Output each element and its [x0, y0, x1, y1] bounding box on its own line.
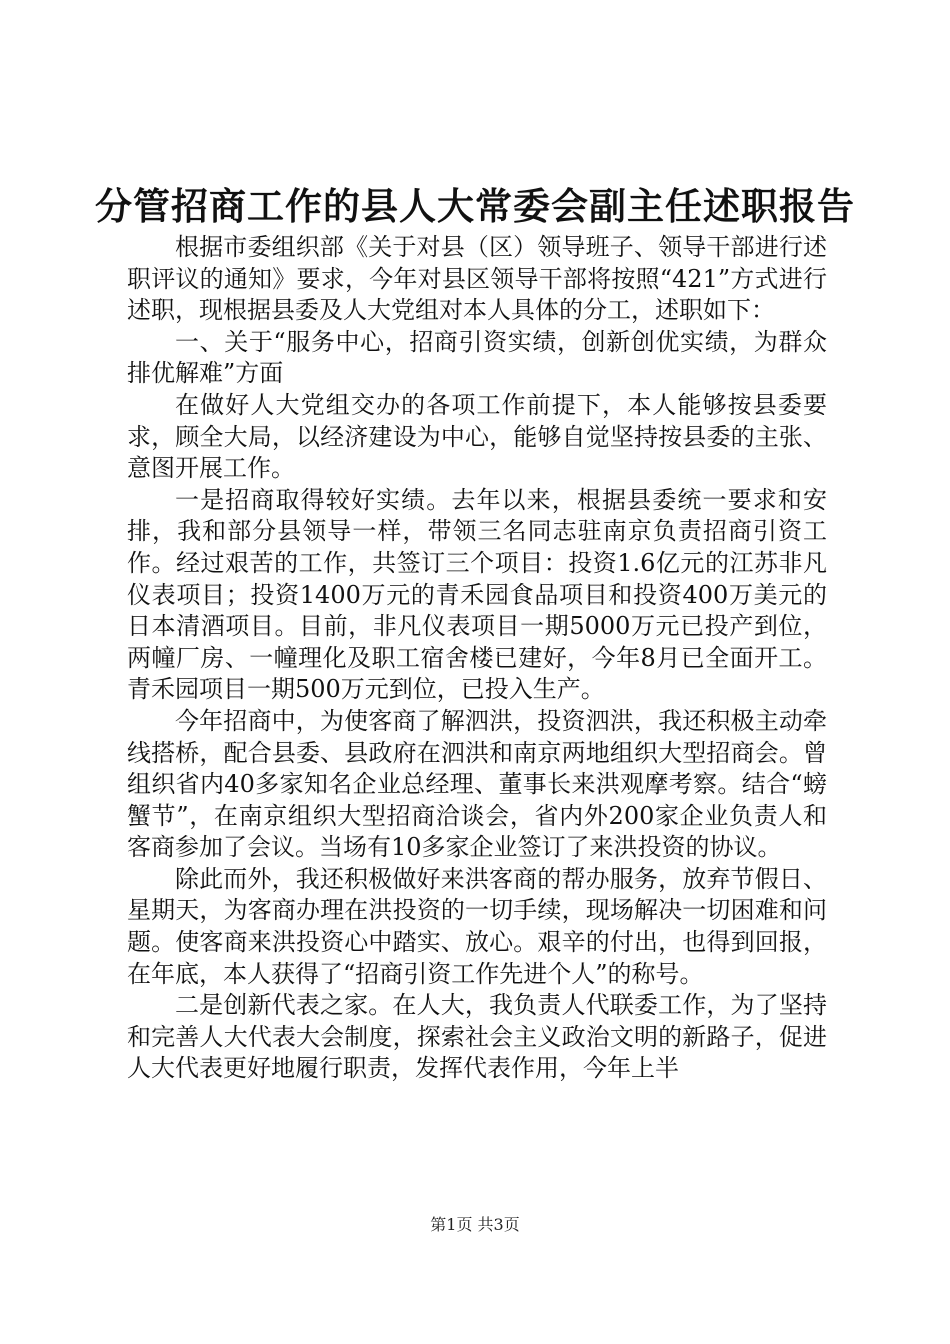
document-title: 分管招商工作的县人大常委会副主任述职报告 — [95, 184, 855, 228]
paragraph: 在做好人大党组交办的各项工作前提下，本人能够按县委要求，顾全大局，以经济建设为中心，能够自觉坚持按县委的主张、意图开展工作。 — [127, 390, 827, 483]
paragraph: 二是创新代表之家。在人大，我负责人代联委工作，为了坚持和完善人大代表大会制度，探索社会主义政治文明的新路子，促进人大代表更好地履行职责，发挥代表作用，今年上半 — [127, 991, 827, 1083]
paragraph: 今年招商中，为使客商了解泗洪，投资泗洪，我还积极主动牵线搭桥，配合县委、县政府在泗洪和南京两地组织大型招商会。曾组织省内40多家知名企业总经理、董事长来洪观摩考察。结合“螃蟹节”，在南京组织大型招商洽谈会，省内外200家企业负责人和客商参加了会议。当场有10多家企业签订了来洪投资的协议。 — [127, 706, 827, 862]
paragraph: 除此而外，我还积极做好来洪客商的帮办服务，放弃节假日、星期天，为客商办理在洪投资的一切手续，现场解决一切困难和问题。使客商来洪投资心中踏实、放心。艰辛的付出，也得到回报，在年底，本人获得了“招商引资工作先进个人”的称号。 — [127, 864, 827, 988]
paragraph: 一、关于“服务中心，招商引资实绩，创新创优实绩，为群众排优解难”方面 — [127, 327, 827, 388]
document-body — [127, 232, 827, 1085]
paragraph: 一是招商取得较好实绩。去年以来，根据县委统一要求和安排，我和部分县领导一样，带领三名同志驻南京负责招商引资工作。经过艰苦的工作，共签订三个项目：投资1.6亿元的江苏非凡仪表项目；投资1400万元的青禾园食品项目和投资400万美元的日本清酒项目。目前，非凡仪表项目一期5000万元已投产到位，两幢厂房、一幢理化及职工宿舍楼已建好，今年8月已全面开工。青禾园项目一期500万元到位，已投入生产。 — [127, 485, 827, 704]
page-footer: 第1页 共3页 — [430, 1215, 520, 1234]
paragraph: 根据市委组织部《关于对县（区）领导班子、领导干部进行述职评议的通知》要求，今年对县区领导干部将按照“421”方式进行述职，现根据县委及人大党组对本人具体的分工，述职如下： — [127, 233, 827, 325]
